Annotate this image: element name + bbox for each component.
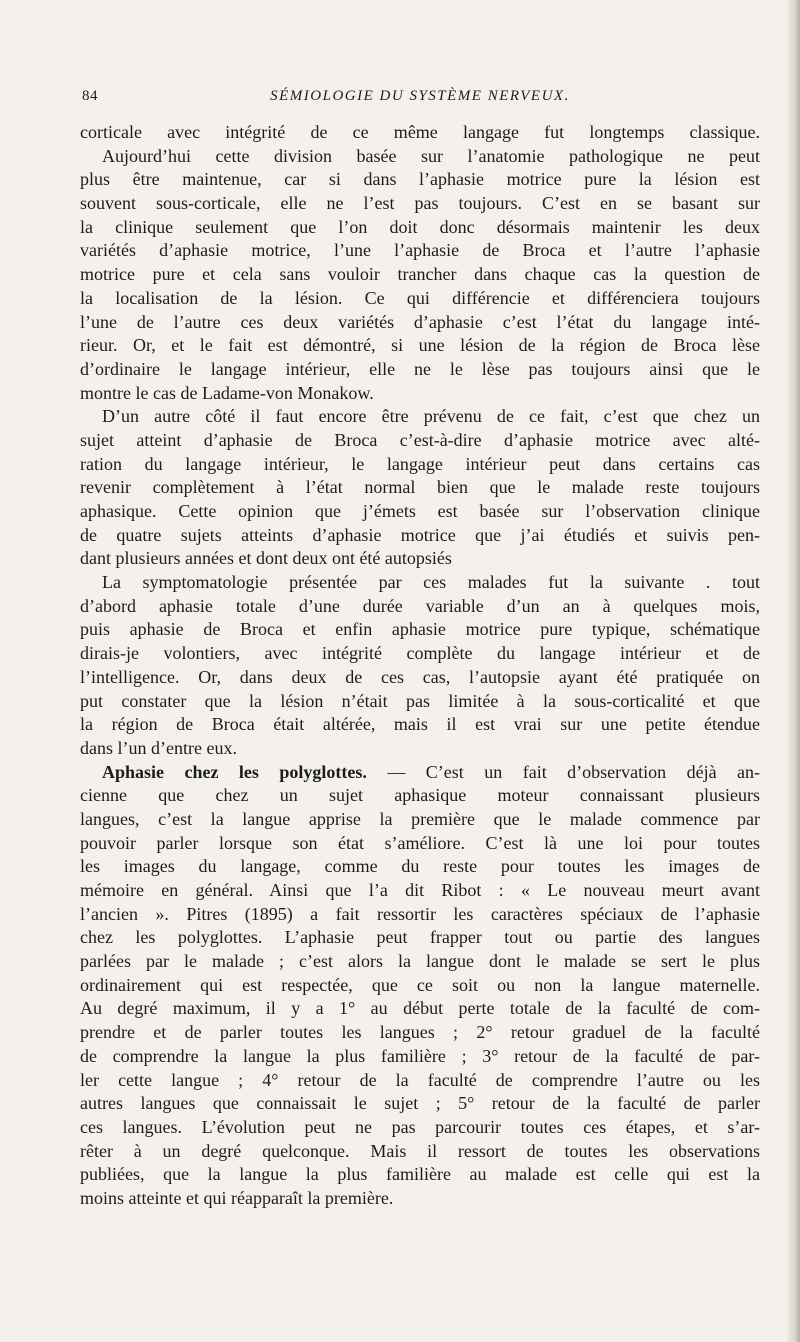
text-line: l’une de l’autre ces deux variétés d’aphasie c’est l’état du langage inté- <box>80 311 760 332</box>
line-text: — C’est un fait d’observation déjà an- <box>366 761 761 782</box>
text-line <box>80 761 760 785</box>
text-line: autres langues que connaissait le sujet ; 5° retour de la faculté de parler <box>80 1093 760 1114</box>
text-line: prendre et de parler toutes les langues ; 2° retour graduel de la faculté <box>80 1022 760 1043</box>
text-line: rêter à un degré quelconque. Mais il ressort de toutes les observations <box>80 1140 760 1161</box>
text-line: chez les polyglottes. L’aphasie peut frapper tout ou partie des langues <box>80 927 760 948</box>
text-line: la clinique seulement que l’on doit donc désormais maintenir les deux <box>80 216 760 237</box>
text-line: sujet atteint d’aphasie de Broca c’est-à-dire d’aphasie motrice avec alté- <box>80 429 760 450</box>
text-line: Aujourd’hui cette division basée sur l’anatomie pathologique ne peut <box>102 145 760 166</box>
text-line: ler cette langue ; 4° retour de la faculté de comprendre l’autre ou les <box>80 1069 760 1090</box>
text-line: la région de Broca était altérée, mais il est vrai sur une petite étendue <box>80 714 760 735</box>
text-line: puis aphasie de Broca et enfin aphasie motrice pure typique, schématique <box>80 619 760 640</box>
text-line: dirais-je volontiers, avec intégrité complète du langage intérieur et de <box>80 643 760 664</box>
text-line: parlées par le malade ; c’est alors la langue dont le malade se sert le plus <box>80 951 760 972</box>
text-line: motrice pure et cela sans vouloir trancher dans chaque cas la question de <box>80 264 760 285</box>
text-line: put constater que la lésion n’était pas limitée à la sous-corticalité et que <box>80 690 760 711</box>
text-line: la localisation de la lésion. Ce qui différencie et différenciera toujours <box>80 287 760 308</box>
text-line: souvent sous-corticale, elle ne l’est pas toujours. C’est en se basant sur <box>80 193 760 214</box>
text-line: ordinairement qui est respectée, que ce soit ou non la langue maternelle. <box>80 974 760 995</box>
text-line: l’intelligence. Or, dans deux de ces cas, l’autopsie ayant été pratiquée on <box>80 666 760 687</box>
running-title: SÉMIOLOGIE DU SYSTÈME NERVEUX. <box>270 88 570 104</box>
text-line: les images du langage, comme du reste pour toutes les images de <box>80 856 760 877</box>
text-line: montre le cas de Ladame-von Monakow. <box>80 382 374 403</box>
page-edge-shadow <box>786 0 800 1342</box>
text-line: plus être maintenue, car si dans l’aphasie motrice pure la lésion est <box>80 169 760 190</box>
text-line: variétés d’aphasie motrice, l’une l’aphasie de Broca et l’autre l’aphasie <box>80 240 760 261</box>
text-line: dans l’un d’entre eux. <box>80 737 237 758</box>
text-line: revenir complètement à l’état normal bien que le malade reste toujours <box>80 477 760 498</box>
text-line: pouvoir parler lorsque son état s’améliore. C’est là une loi pour toutes <box>80 832 760 853</box>
body-text <box>80 121 760 1211</box>
text-line: dant plusieurs années et dont deux ont été autopsiés <box>80 548 452 569</box>
text-line: de quatre sujets atteints d’aphasie motrice que j’ai étudiés et suivis pen- <box>80 524 760 545</box>
text-line: cienne que chez un sujet aphasique moteur connaissant plusieurs <box>80 785 760 806</box>
text-line: D’un autre côté il faut encore être prévenu de ce fait, c’est que chez un <box>102 406 760 427</box>
text-line: d’ordinaire le langage intérieur, elle ne le lèse pas toujours ainsi que le <box>80 358 760 379</box>
text-line: publiées, que la langue la plus familière au malade est celle qui est la <box>80 1164 760 1185</box>
page-header <box>80 88 760 112</box>
text-line: l’ancien ». Pitres (1895) a fait ressortir les caractères spéciaux de l’aphasie <box>80 903 760 924</box>
text-line: mémoire en général. Ainsi que l’a dit Ribot : « Le nouveau meurt avant <box>80 880 760 900</box>
text-line: rieur. Or, et le fait est démontré, si une lésion de la région de Broca lèse <box>80 335 760 356</box>
text-line: La symptomatologie présentée par ces malades fut la suivante . tout <box>102 572 760 593</box>
text-line: ration du langage intérieur, le langage intérieur peut dans certains cas <box>80 453 760 474</box>
text-line: de comprendre la langue la plus familière ; 3° retour de la faculté de par- <box>80 1045 760 1066</box>
text-line: d’abord aphasie totale d’une durée variable d’un an à quelques mois, <box>80 595 760 616</box>
page-number: 84 <box>82 88 98 104</box>
text-line: ces langues. L’évolution peut ne pas parcourir toutes ces étapes, et s’ar- <box>80 1116 760 1137</box>
section-heading: Aphasie chez les polyglottes. <box>102 761 367 782</box>
text-line: Au degré maximum, il y a 1° au début perte totale de la faculté de com- <box>80 998 760 1019</box>
text-line: corticale avec intégrité de ce même langage fut longtemps classique. <box>80 122 760 142</box>
text-line: langues, c’est la langue apprise la première que le malade commence par <box>80 808 760 829</box>
text-line: aphasique. Cette opinion que j’émets est basée sur l’observation clinique <box>80 501 760 521</box>
text-line: moins atteinte et qui réapparaît la première. <box>80 1187 394 1208</box>
